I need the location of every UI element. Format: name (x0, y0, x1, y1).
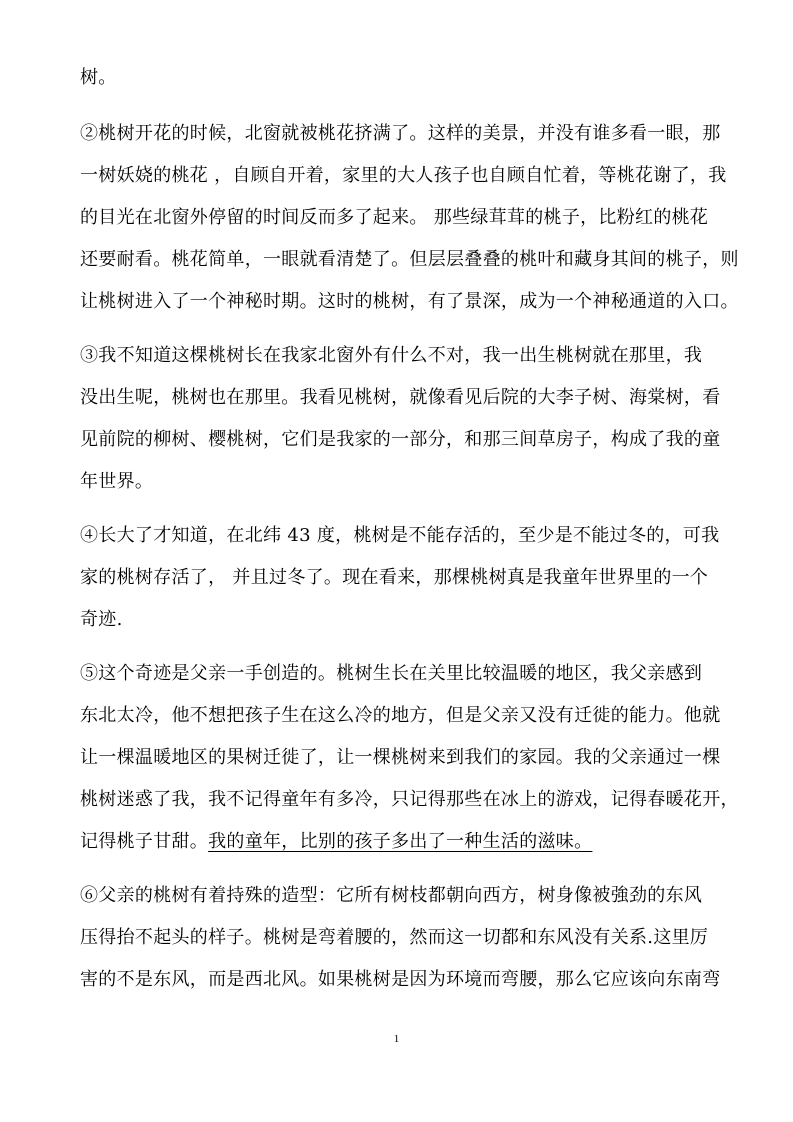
text-line-5: 还要耐看。桃花简单，一眼就看清楚了。但层层叠叠的桃叶和藏身其间的桃子，则 (80, 249, 739, 270)
text-line-4: 的目光在北窗外停留的时间反而多了起来。 那些绿茸茸的桃子，比粉红的桃花 (80, 207, 709, 228)
text-line-11: ④长大了才知道，在北纬 43 度，桃树是不能存活的，至少是不能过冬的，可我 (80, 525, 720, 546)
text-line-20: 压得抬不起头的样子。桃树是弯着腰的，然而这一切都和东风没有关系.这里厉 (80, 927, 709, 948)
text-line-9: 见前院的柳树、樱桃树，它们是我家的一部分，和那三间草房子，构成了我的童 (80, 429, 721, 450)
text-line-15: 东北太冷，他不想把孩子生在这么冷的地方，但是父亲又没有迁徙的能力。他就 (80, 705, 721, 726)
text-line-16: 让一棵温暖地区的果树迁徙了，让一棵桃树来到我们的家园。我的父亲通过一棵 (80, 747, 721, 768)
text-line-17: 桃树迷惑了我，我不记得童年有多冷，只记得那些在冰上的游戏，记得春暖花开， (80, 789, 739, 810)
underlined-sentence: 我的童年，比别的孩子多出了一种生活的滋味。 (208, 831, 593, 852)
page-number: 1 (393, 1033, 400, 1045)
text-line-19: ⑥父亲的桃树有着持殊的造型：它所有树枝都朝向西方，树身像被強劲的东风 (80, 885, 703, 906)
text-line-3: 一树妖娆的桃花 ，自顾自开着，家里的大人孩子也自顾自忙着，等桃花谢了，我 (80, 165, 727, 186)
text-line-18-plain: 记得桃子甘甜。 (80, 831, 209, 852)
text-line-21: 害的不是东风，而是西北风。如果桃树是因为环境而弯腰，那么它应该向东南弯 (80, 969, 721, 990)
text-line-13: 奇迹. (80, 609, 123, 630)
text-line-12: 家的桃树存活了， 并且过冬了。现在看来，那棵桃树真是我童年世界里的一个 (80, 567, 709, 588)
text-line-6: 让桃树进入了一个神秘时期。这时的桃树，有了景深，成为一个神秘通道的入口。 (80, 291, 739, 312)
text-line-2: ②桃树开花的时候，北窗就被桃花挤满了。这样的美景，并没有谁多看一眼，那 (80, 123, 721, 144)
text-line-1: 树。 (80, 67, 117, 88)
text-line-10: 年世界。 (80, 471, 154, 492)
text-line-18 (80, 830, 592, 854)
text-line-8: 没出生呢，桃树也在那里。我看见桃树，就像看见后院的大李子树、海棠树，看 (80, 387, 721, 408)
text-line-7: ③我不知道这棵桃树长在我家北窗外有什么不对，我一出生桃树就在那里，我 (80, 345, 703, 366)
text-line-14: ⑤这个奇迹是父亲一手创造的。桃树生长在关里比较温暖的地区，我父亲感到 (80, 663, 703, 684)
